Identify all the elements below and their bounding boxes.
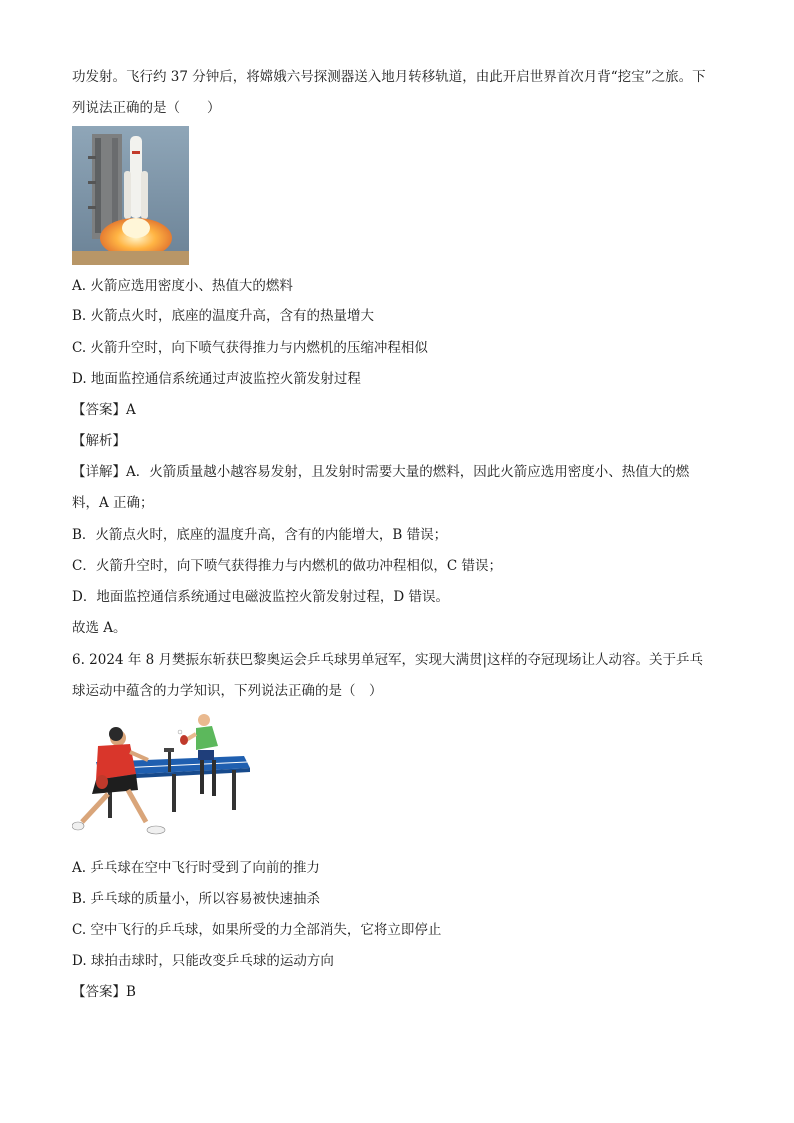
q5-answer: 【答案】A [72, 402, 136, 418]
q5-option-b: B. 火箭点火时，底座的温度升高，含有的热量增大 [72, 308, 375, 324]
q5-conclusion: 故选 A。 [72, 620, 127, 636]
q5-detail-d: D．地面监控通信系统通过电磁波监控火箭发射过程，D 错误。 [72, 589, 449, 605]
q5-detail-c: C．火箭升空时，向下喷气获得推力与内燃机的做功冲程相似，C 错误； [72, 558, 502, 574]
q6-option-c: C. 空中飞行的乒乓球，如果所受的力全部消失，它将立即停止 [72, 922, 442, 938]
q5-option-a: A. 火箭应选用密度小、热值大的燃料 [72, 278, 293, 294]
q5-detail-line2: 料，A 正确； [72, 495, 154, 511]
q5-option-c: C. 火箭升空时，向下喷气获得推力与内燃机的压缩冲程相似 [72, 340, 428, 356]
q6-stem-line1: 6. 2024 年 8 月樊振东斩获巴黎奥运会乒乓球男单冠军，实现大满贯|这样的夺冠现场让人动容。关于乒乓 [72, 652, 704, 668]
q6-option-b: B. 乒乓球的质量小，所以容易被快速抽杀 [72, 891, 321, 907]
q5-detail-line1: 【详解】A．火箭质量越小越容易发射，且发射时需要大量的燃料，因此火箭应选用密度小、热值大的燃 [72, 464, 690, 480]
q5-detail-b: B．火箭点火时，底座的温度升高，含有的内能增大，B 错误； [72, 527, 448, 543]
q5-option-d: D. 地面监控通信系统通过声波监控火箭发射过程 [72, 371, 361, 387]
q5-analysis-label: 【解析】 [72, 433, 126, 449]
table-tennis-image [72, 710, 250, 842]
q6-option-d: D. 球拍击球时，只能改变乒乓球的运动方向 [72, 953, 334, 969]
q6-option-a: A. 乒乓球在空中飞行时受到了向前的推力 [72, 860, 320, 876]
rocket-launch-image [72, 126, 189, 265]
q5-stem-line2: 列说法正确的是（ ） [72, 100, 221, 116]
q6-answer: 【答案】B [72, 984, 136, 1000]
q6-stem-line2: 球运动中蕴含的力学知识，下列说法正确的是（ ） [72, 683, 383, 699]
q5-stem-line1: 功发射。飞行约 37 分钟后，将嫦娥六号探测器送入地月转移轨道，由此开启世界首次月背“挖宝”之旅。下 [72, 69, 706, 85]
